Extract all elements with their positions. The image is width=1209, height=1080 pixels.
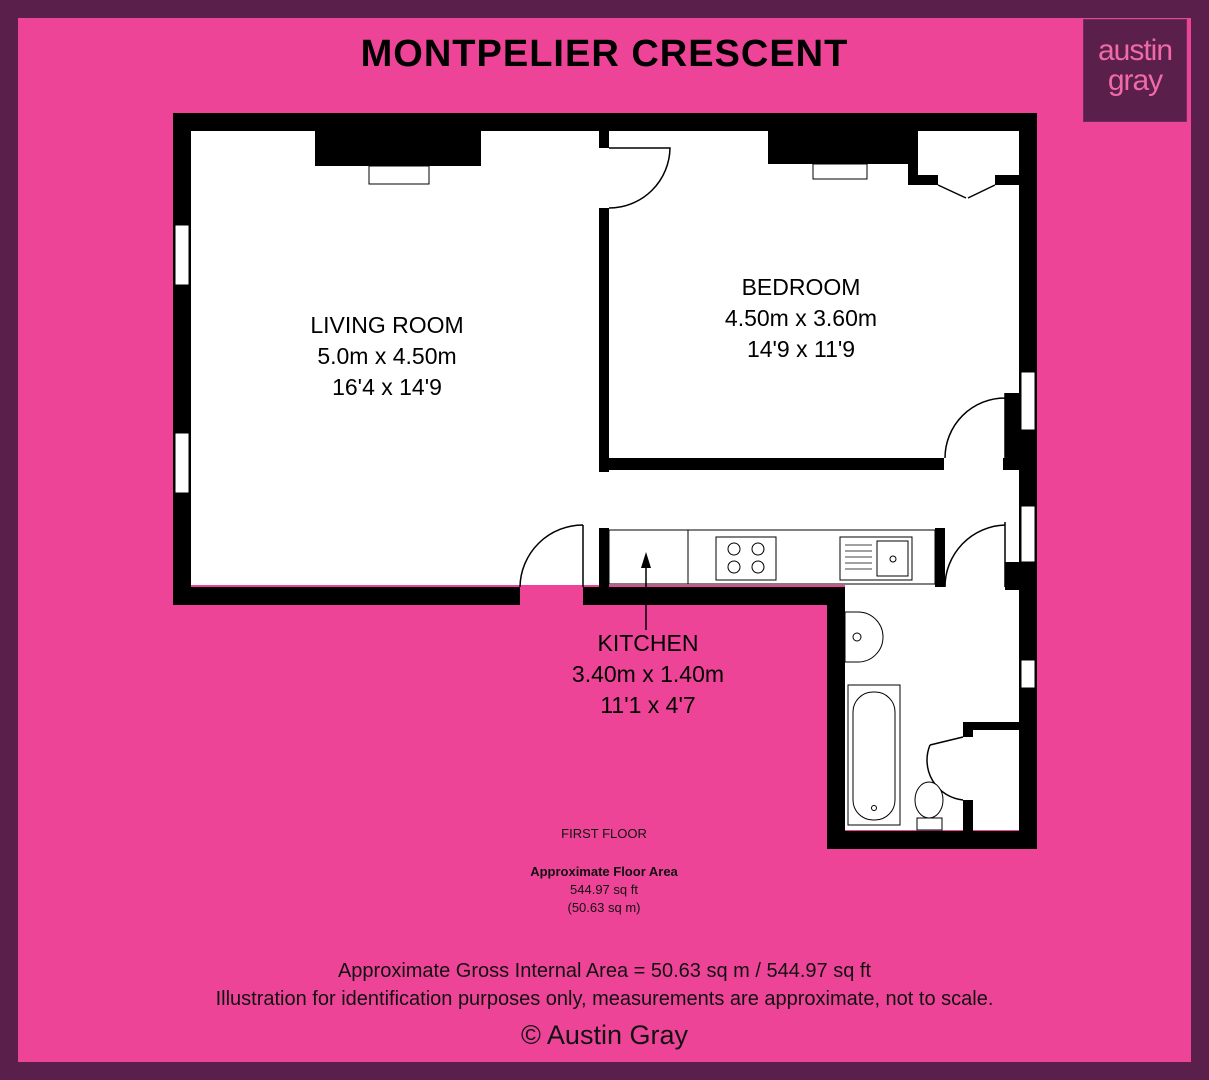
floor-area-sqm: (50.63 sq m)	[567, 900, 641, 915]
bedroom-label	[661, 272, 941, 365]
kitchen-imperial: 11'1 x 4'7	[600, 692, 696, 718]
kitchen-metric: 3.40m x 1.40m	[571, 661, 725, 687]
footer	[0, 957, 1209, 1055]
living-room-label	[247, 310, 527, 403]
logo-text-line1: austin	[1097, 34, 1173, 67]
bedroom-name: BEDROOM	[741, 274, 861, 300]
gross-area-text: Approximate Gross Internal Area = 50.63 sq m / 544.97 sq ft	[337, 960, 872, 982]
kitchen-name: KITCHEN	[597, 630, 699, 656]
kitchen-label	[508, 628, 788, 721]
living-room-imperial: 16'4 x 14'9	[332, 374, 442, 400]
bedroom-metric: 4.50m x 3.60m	[724, 305, 878, 331]
living-room-name: LIVING ROOM	[310, 312, 464, 338]
floor-area-sqft: 544.97 sq ft	[570, 882, 638, 897]
copyright-text: © Austin Gray	[521, 1020, 688, 1050]
logo-text-line2: gray	[1107, 64, 1163, 97]
floor-area-heading: Approximate Floor Area	[530, 864, 678, 879]
floor-area-summary	[454, 863, 754, 917]
bedroom-imperial: 14'9 x 11'9	[746, 336, 856, 362]
disclaimer-text: Illustration for identification purposes only, measurements are approximate, not to scale.	[215, 988, 994, 1010]
floor-name: FIRST FLOOR	[561, 826, 647, 841]
property-title: MONTPELIER CRESCENT	[360, 33, 849, 75]
living-room-metric: 5.0m x 4.50m	[317, 343, 457, 369]
kitchen-units	[609, 530, 935, 584]
